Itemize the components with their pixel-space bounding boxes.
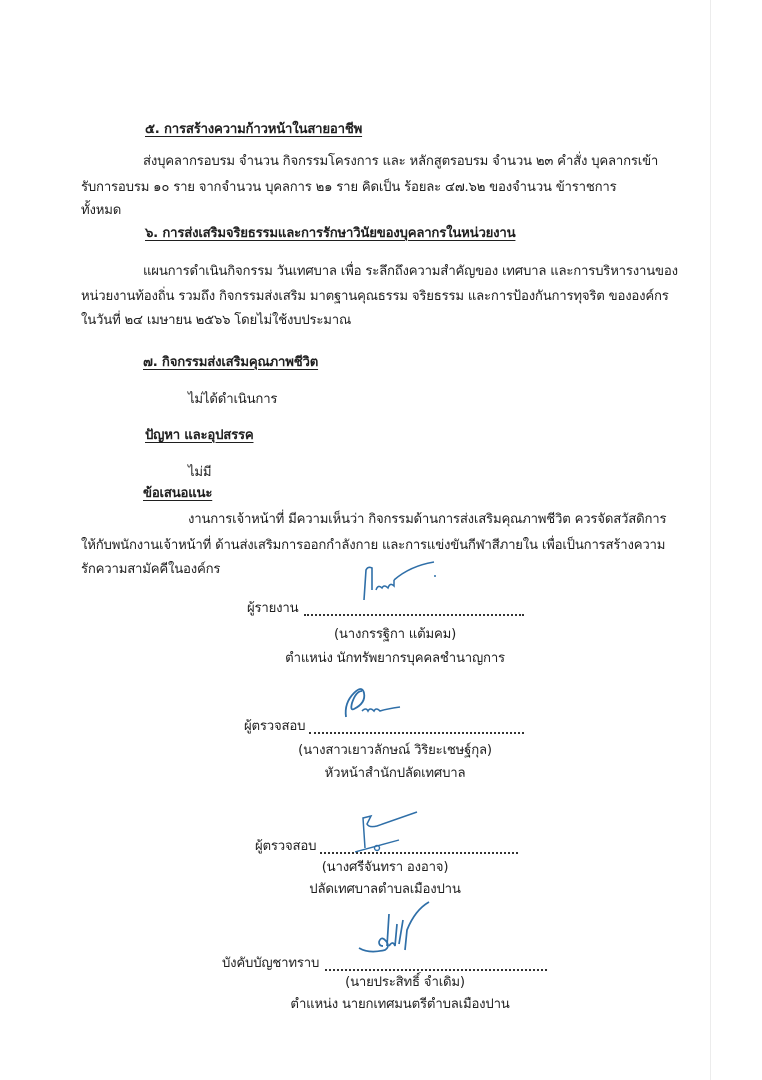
signature-2-role: ผู้ตรวจสอบ [244, 719, 306, 734]
signature-1-dotted-line [304, 612, 524, 616]
signature-4-role: บังคับบัญชาทราบ [222, 956, 320, 971]
section6-line-1: แผนการดำเนินกิจกรรม วันเทศบาล เพื่อ ระลึกถึงความสำคัญของ เทศบาล และการบริหารงานของ [143, 264, 678, 279]
section5-line-2: รับการอบรม ๑๐ ราย จากจำนวน บุคลการ ๒๑ ราย คิดเป็น ร้อยละ ๔๗.๖๒ ของจำนวน ข้าราชการ [81, 180, 617, 195]
signature-4-dotted-line [325, 967, 547, 971]
suggestions-line-1: งานการเจ้าหน้าที่ มีความเห็นว่า กิจกรรมด้านการส่งเสริมคุณภาพชีวิต ควรจัดสวัสดิการ [188, 512, 667, 527]
signature-2-image [340, 683, 420, 723]
signature-4-position: ตำแหน่ง นายกเทศมนตรีตำบลเมืองปาน [290, 997, 510, 1012]
signature-4-name: (นายประสิทธิ์ จำเดิม) [345, 975, 465, 990]
signature-4-image [355, 900, 445, 958]
scan-edge-line [710, 0, 711, 1080]
signature-2-position: หัวหน้าสำนักปลัดเทศบาล [324, 766, 466, 781]
signature-1-position: ตำแหน่ง นักทรัพยากรบุคคลชำนาญการ [285, 651, 505, 666]
section7-heading: ๗. กิจกรรมส่งเสริมคุณภาพชีวิต [143, 355, 319, 370]
signature-2-name: (นางสาวเยาวลักษณ์ วิริยะเชษฐ์กุล) [298, 743, 492, 758]
suggestions-heading: ข้อเสนอแนะ [143, 486, 213, 501]
section5-line-3: ทั้งหมด [81, 203, 122, 218]
problems-body: ไม่มี [188, 465, 212, 480]
section7-body: ไม่ได้ดำเนินการ [188, 392, 278, 407]
suggestions-line-2: ให้กับพนักงานเจ้าหน้าที่ ด้านส่งเสริมการออกกำลังกาย และการแข่งขันกีฬาสีภายใน เพื่อเป็นการสร้างความ [81, 538, 666, 553]
section6-line-2: หน่วยงานท้องถิ่น รวมถึง กิจกรรมส่งเสริม มาตฐานคุณธรรม จริยธรรม และการป้องกันการทุจริต ขององค์กร [81, 289, 669, 304]
signature-1-role: ผู้รายงาน [247, 601, 299, 616]
section5-line-1: ส่งบุคลากรอบรม จำนวน กิจกรรมโครงการ และ หลักสูตรอบรม จำนวน ๒๓ คำสั่ง บุคลากรเข้า [143, 154, 659, 169]
problems-heading: ปัญหา และอุปสรรค [145, 428, 254, 443]
section6-line-3: ในวันที่ ๒๔ เมษายน ๒๕๖๖ โดยไม่ใช้งบประมาณ [81, 313, 352, 328]
signature-3-name: (นางศรีจันทรา องอาจ) [321, 860, 449, 875]
section5-heading: ๕. การสร้างความก้าวหน้าในสายอาชีพ [145, 122, 363, 137]
signature-3-role: ผู้ตรวจสอบ [255, 839, 317, 854]
signature-3-dotted-line [320, 850, 518, 854]
signature-2-dotted-line [309, 730, 524, 734]
signature-3-image [355, 808, 425, 854]
signature-1-name: (นางกรรฐิกา แต้มคม) [333, 627, 457, 642]
suggestions-line-3: รักความสามัคคีในองค์กร [81, 562, 221, 577]
signature-1-image [350, 560, 440, 602]
signature-3-position: ปลัดเทศบาลตำบลเมืองปาน [309, 882, 461, 897]
section6-heading: ๖. การส่งเสริมจริยธรรมและการรักษาวินัยของบุคลากรในหน่วยงาน [145, 226, 516, 241]
